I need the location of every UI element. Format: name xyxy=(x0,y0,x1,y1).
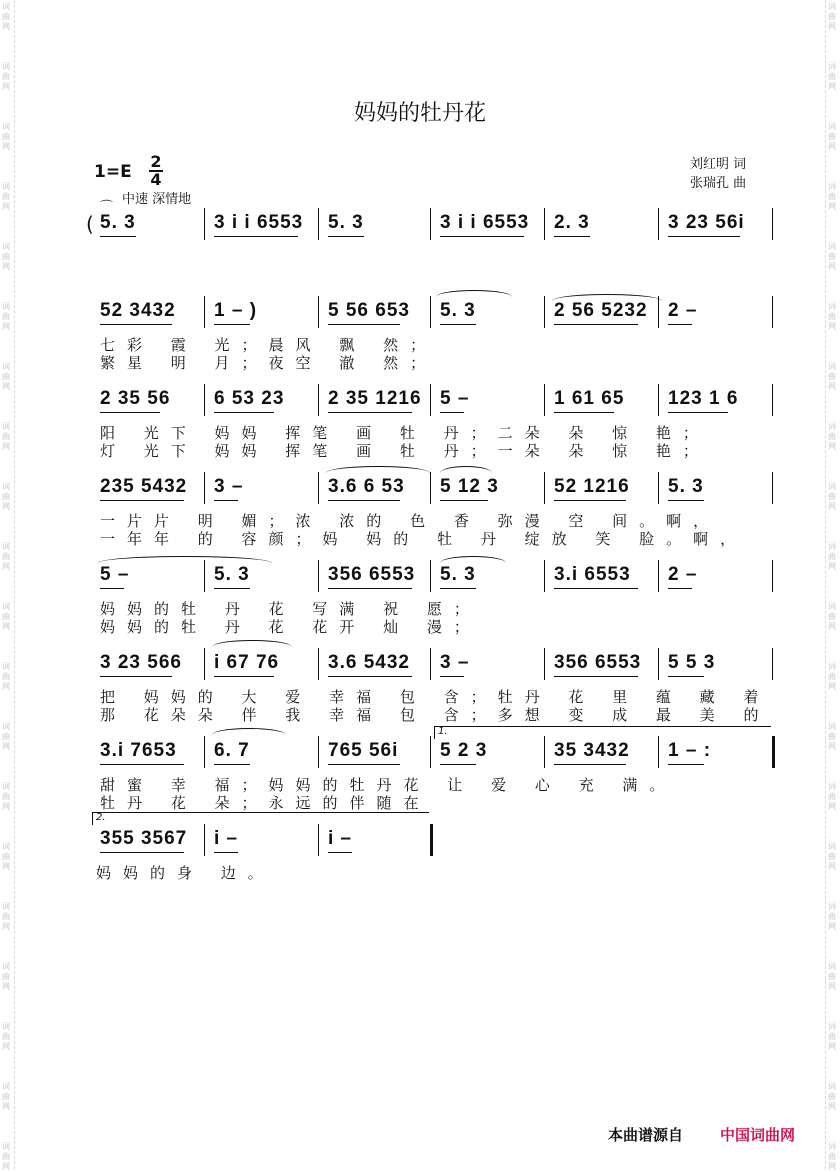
jianpu-measure: 3 i i 6553 xyxy=(440,212,530,233)
jianpu-measure: 356 6553 xyxy=(554,652,642,673)
lyric-line: 七彩 霞 光；晨风 飘 然； xyxy=(100,336,438,354)
tempo-marking: 中速 深情地 xyxy=(122,192,192,207)
watermark-text: 词曲网 xyxy=(828,722,836,751)
slur-mark xyxy=(440,556,506,563)
jianpu-measure: 3 i i 6553 xyxy=(214,212,304,233)
jianpu-measure: 3 – xyxy=(440,652,470,673)
beam-line xyxy=(214,324,250,325)
right-watermark-strip xyxy=(825,0,840,1169)
jianpu-measure: 5. 3 xyxy=(328,212,364,233)
jianpu-measure: 2 – xyxy=(668,564,698,585)
jianpu-measure: 3.6 6 53 xyxy=(328,476,405,497)
jianpu-measure: 123 1 6 xyxy=(668,388,739,409)
bar-line xyxy=(430,824,433,856)
jianpu-measure: i – xyxy=(328,828,353,849)
beam-line xyxy=(100,500,184,501)
jianpu-measure: 52 1216 xyxy=(554,476,630,497)
meter-bottom: 4 xyxy=(150,170,162,189)
bar-line xyxy=(430,560,431,592)
jianpu-measure: 5 12 3 xyxy=(440,476,499,497)
lyric-line: 灯 光下 妈妈 挥笔 画 牡 丹；一朵 朵 惊 艳； xyxy=(100,442,710,460)
beam-line xyxy=(440,764,476,765)
beam-line xyxy=(440,676,464,677)
bar-line xyxy=(658,384,659,416)
volta-1-label: 1. xyxy=(438,726,448,737)
bar-line xyxy=(318,472,319,504)
watermark-text: 词曲网 xyxy=(2,602,10,631)
watermark-text: 词曲网 xyxy=(828,62,836,91)
jianpu-measure: 3.6 5432 xyxy=(328,652,410,673)
beam-line xyxy=(554,764,626,765)
bar-line xyxy=(772,560,773,592)
slur-mark xyxy=(212,640,292,647)
jianpu-measure: 5 – xyxy=(440,388,470,409)
lyric-line: 一年年 的 容颜；妈 妈的 牡 丹 绽放 笑 脸。啊， xyxy=(100,530,748,548)
beam-line xyxy=(668,676,704,677)
watermark-text: 词曲网 xyxy=(2,1022,10,1051)
watermark-text: 词曲网 xyxy=(2,542,10,571)
jianpu-measure: 6. 7 xyxy=(214,740,250,761)
jianpu-measure: 2 56 5232 xyxy=(554,300,648,321)
bar-line xyxy=(430,296,431,328)
beam-line xyxy=(440,412,464,413)
watermark-text: 词曲网 xyxy=(2,422,10,451)
jianpu-measure: i – xyxy=(214,828,239,849)
jianpu-measure: 1 – ) xyxy=(214,300,258,321)
lyric-line: 妈妈的牡 丹 花 花开 灿 漫； xyxy=(100,618,481,636)
jianpu-measure: 5 2 3 xyxy=(440,740,488,761)
bar-line xyxy=(658,736,659,768)
beam-line xyxy=(214,236,298,237)
beam-line xyxy=(440,588,476,589)
bar-line xyxy=(772,648,773,680)
opening-parenthesis: ( xyxy=(86,212,94,236)
watermark-text: 词曲网 xyxy=(828,1022,836,1051)
bar-line xyxy=(318,648,319,680)
beam-line xyxy=(328,324,400,325)
jianpu-measure: 5 56 653 xyxy=(328,300,410,321)
bar-line xyxy=(772,736,775,768)
bar-line xyxy=(430,208,431,240)
beam-line xyxy=(100,852,184,853)
watermark-text: 词曲网 xyxy=(828,422,836,451)
jianpu-measure: 52 3432 xyxy=(100,300,176,321)
beam-line xyxy=(554,412,614,413)
bar-line xyxy=(204,736,205,768)
song-title: 妈妈的牡丹花 xyxy=(353,101,486,126)
jianpu-measure: 5 – xyxy=(100,564,130,585)
volta-first-ending xyxy=(434,726,771,739)
bar-line xyxy=(430,648,431,680)
slur-mark xyxy=(440,466,492,473)
beam-line xyxy=(100,588,124,589)
beam-line xyxy=(214,588,250,589)
lyric-line: 那 花朵朵 伴 我 幸福 包 含；多想 变 成 最 美 的 xyxy=(100,706,771,724)
bar-line xyxy=(772,296,773,328)
watermark-text: 词曲网 xyxy=(828,902,836,931)
beam-line xyxy=(668,324,692,325)
watermark-text: 词曲网 xyxy=(2,182,10,211)
jianpu-measure: 5 5 3 xyxy=(668,652,716,673)
bar-line xyxy=(658,208,659,240)
watermark-text: 词曲网 xyxy=(828,542,836,571)
watermark-text: 词曲网 xyxy=(2,302,10,331)
bar-line xyxy=(430,736,431,768)
jianpu-measure: 355 3567 xyxy=(100,828,188,849)
time-signature xyxy=(148,154,164,188)
beam-line xyxy=(668,412,728,413)
beam-line xyxy=(668,500,704,501)
left-watermark-strip xyxy=(0,0,15,1169)
beam-line xyxy=(668,764,704,765)
watermark-text: 词曲网 xyxy=(2,962,10,991)
lyricist-credit: 刘红明 词 xyxy=(690,157,747,172)
jianpu-measure: 5. 3 xyxy=(100,212,136,233)
beam-line xyxy=(554,588,638,589)
jianpu-measure: 5. 3 xyxy=(214,564,250,585)
volta-2-label: 2. xyxy=(96,812,106,823)
watermark-text: 词曲网 xyxy=(828,242,836,271)
jianpu-measure: i 67 76 xyxy=(214,652,280,673)
beam-line xyxy=(554,324,638,325)
watermark-text: 词曲网 xyxy=(2,242,10,271)
bar-line xyxy=(318,208,319,240)
watermark-text: 词曲网 xyxy=(828,2,836,31)
bar-line xyxy=(772,472,773,504)
watermark-text: 词曲网 xyxy=(2,662,10,691)
jianpu-measure: 765 56i xyxy=(328,740,399,761)
bar-line xyxy=(204,208,205,240)
bar-line xyxy=(772,208,773,240)
jianpu-measure: 2 35 56 xyxy=(100,388,171,409)
watermark-text: 词曲网 xyxy=(828,662,836,691)
beam-line xyxy=(214,412,274,413)
beam-line xyxy=(328,236,364,237)
bar-line xyxy=(430,472,431,504)
lyric-line: 把 妈妈的 大 爱 幸福 包 含；牡丹 花 里 蕴 藏 着 xyxy=(100,688,771,706)
watermark-text: 词曲网 xyxy=(828,182,836,211)
beam-line xyxy=(440,236,524,237)
key-signature: 1=E xyxy=(94,162,132,182)
beam-line xyxy=(214,500,238,501)
slur-mark xyxy=(98,556,272,563)
bar-line xyxy=(204,824,205,856)
beam-line xyxy=(328,852,352,853)
bar-line xyxy=(658,648,659,680)
beam-line xyxy=(214,852,238,853)
jianpu-measure: 3.i 7653 xyxy=(100,740,177,761)
beam-line xyxy=(328,500,400,501)
beam-line xyxy=(100,236,136,237)
lyric-line: 甜蜜 幸 福；妈妈的牡丹花 让 爱 心 充 满。 xyxy=(100,776,677,794)
bar-line xyxy=(204,648,205,680)
jianpu-measure: 2. 3 xyxy=(554,212,590,233)
volta-second-ending xyxy=(92,812,429,825)
beam-line xyxy=(554,236,590,237)
watermark-text: 词曲网 xyxy=(2,782,10,811)
composer-credit: 张瑞孔 曲 xyxy=(690,176,747,191)
watermark-text: 词曲网 xyxy=(828,602,836,631)
watermark-text: 词曲网 xyxy=(828,842,836,871)
jianpu-measure: 5. 3 xyxy=(440,300,476,321)
beam-line xyxy=(328,764,400,765)
bar-line xyxy=(430,384,431,416)
jianpu-measure: 3 – xyxy=(214,476,244,497)
jianpu-measure: 3 23 566 xyxy=(100,652,182,673)
beam-line xyxy=(100,764,184,765)
lyric-line: 阳 光下 妈妈 挥笔 画 牡 丹；二朵 朵 惊 艳； xyxy=(100,424,710,442)
bar-line xyxy=(544,296,545,328)
jianpu-measure: 235 5432 xyxy=(100,476,188,497)
bar-line xyxy=(318,560,319,592)
bar-line xyxy=(204,472,205,504)
bar-line xyxy=(318,384,319,416)
beam-line xyxy=(214,764,250,765)
watermark-text: 词曲网 xyxy=(2,842,10,871)
beam-line xyxy=(440,324,476,325)
watermark-text: 词曲网 xyxy=(828,1142,836,1171)
watermark-text: 词曲网 xyxy=(828,362,836,391)
bar-line xyxy=(204,560,205,592)
bar-line xyxy=(318,296,319,328)
bar-line xyxy=(658,560,659,592)
slur-mark xyxy=(326,466,430,473)
jianpu-measure: 356 6553 xyxy=(328,564,416,585)
fermata-mark: ⌒ xyxy=(100,200,114,215)
lyric-line: 牡丹 花 朵；永远的伴随在 xyxy=(100,794,431,812)
beam-line xyxy=(328,412,412,413)
beam-line xyxy=(554,500,626,501)
bar-line xyxy=(544,384,545,416)
jianpu-measure: 6 53 23 xyxy=(214,388,285,409)
lyric-line: 妈妈的牡 丹 花 写满 祝 愿； xyxy=(100,600,481,618)
lyric-line: 繁星 明 月；夜空 澈 然； xyxy=(100,354,438,372)
footer-source-label: 本曲谱源自 xyxy=(608,1126,684,1144)
beam-line xyxy=(100,324,172,325)
watermark-text: 词曲网 xyxy=(828,302,836,331)
bar-line xyxy=(318,736,319,768)
beam-line xyxy=(668,588,692,589)
jianpu-measure: 2 35 1216 xyxy=(328,388,422,409)
beam-line xyxy=(100,412,160,413)
watermark-text: 词曲网 xyxy=(828,1082,836,1111)
watermark-text: 词曲网 xyxy=(828,122,836,151)
beam-line xyxy=(328,676,412,677)
beam-line xyxy=(440,500,488,501)
jianpu-measure: 1 – : xyxy=(668,740,712,761)
bar-line xyxy=(772,384,773,416)
meter-top: 2 xyxy=(150,152,162,171)
beam-line xyxy=(668,236,740,237)
watermark-text: 词曲网 xyxy=(828,782,836,811)
watermark-text: 词曲网 xyxy=(2,122,10,151)
bar-line xyxy=(544,208,545,240)
bar-line xyxy=(204,296,205,328)
watermark-text: 词曲网 xyxy=(2,362,10,391)
watermark-text: 词曲网 xyxy=(2,902,10,931)
slur-mark xyxy=(212,728,286,735)
beam-line xyxy=(328,588,412,589)
bar-line xyxy=(204,384,205,416)
beam-line xyxy=(100,676,172,677)
bar-line xyxy=(544,560,545,592)
beam-line xyxy=(554,676,638,677)
watermark-text: 词曲网 xyxy=(828,962,836,991)
bar-line xyxy=(544,472,545,504)
lyric-line: 妈妈的身 边。 xyxy=(96,864,275,882)
watermark-text: 词曲网 xyxy=(828,482,836,511)
beam-line xyxy=(214,676,274,677)
jianpu-measure: 1 61 65 xyxy=(554,388,625,409)
bar-line xyxy=(544,648,545,680)
watermark-text: 词曲网 xyxy=(2,1082,10,1111)
watermark-text: 词曲网 xyxy=(2,722,10,751)
jianpu-measure: 5. 3 xyxy=(440,564,476,585)
jianpu-measure: 35 3432 xyxy=(554,740,630,761)
watermark-text: 词曲网 xyxy=(2,2,10,31)
slur-mark xyxy=(552,294,662,301)
watermark-text: 词曲网 xyxy=(2,1142,10,1171)
bar-line xyxy=(544,736,545,768)
watermark-text: 词曲网 xyxy=(2,62,10,91)
jianpu-measure: 2 – xyxy=(668,300,698,321)
watermark-text: 词曲网 xyxy=(2,482,10,511)
lyric-line: 一片片 明 媚；浓 浓的 色 香 弥漫 空 间。啊， xyxy=(100,512,721,530)
footer-brand-link[interactable]: 中国词曲网 xyxy=(720,1126,796,1144)
slur-mark xyxy=(436,290,512,297)
jianpu-measure: 3 23 56i xyxy=(668,212,745,233)
bar-line xyxy=(658,472,659,504)
bar-line xyxy=(318,824,319,856)
jianpu-measure: 5. 3 xyxy=(668,476,704,497)
jianpu-measure: 3.i 6553 xyxy=(554,564,631,585)
